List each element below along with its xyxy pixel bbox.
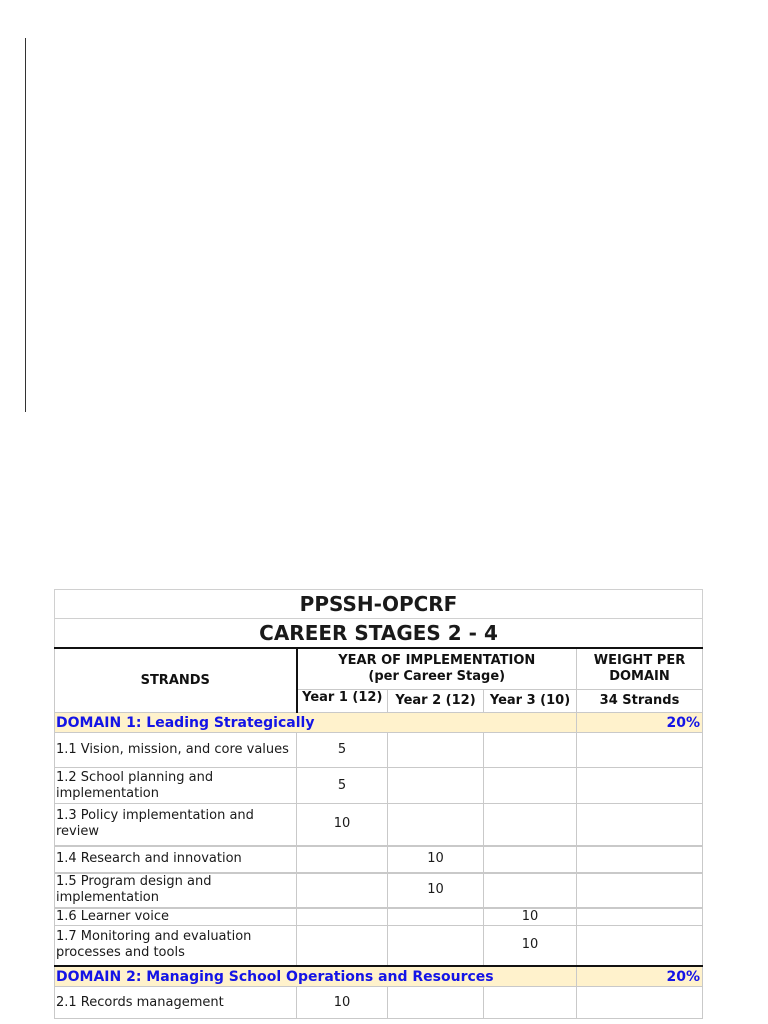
weight-cell [577,908,703,926]
year-header-line2: (per Career Stage) [368,669,506,684]
weight-per-domain-header [577,648,703,690]
year3-cell [484,987,577,1019]
year2-cell [388,768,484,804]
year3-cell: 10 [484,925,577,966]
strand-cell: 1.5 Program design and implementation [55,873,297,908]
weight-header-line2: DOMAIN [609,669,670,684]
table-row [55,768,703,804]
table-row [55,846,703,873]
table-row [55,873,703,908]
strand-cell: 1.2 School planning and implementation [55,768,297,804]
strand-cell: 1.4 Research and innovation [55,846,297,873]
year2-cell [388,733,484,768]
domain-2-weight: 20% [577,966,703,987]
year1-cell [297,908,388,926]
strands-header-label: STRANDS [140,672,210,688]
table-row [55,908,703,926]
table-row [55,804,703,846]
weight-cell [577,846,703,873]
year1-cell: 5 [297,733,388,768]
year3-cell [484,846,577,873]
document-subtitle: CAREER STAGES 2 - 4 [55,619,703,649]
year1-cell: 10 [297,987,388,1019]
year2-cell [388,908,484,926]
year2-cell [388,925,484,966]
weight-cell [577,925,703,966]
weight-cell [577,733,703,768]
year2-cell: 10 [388,873,484,908]
table-row [55,925,703,966]
strand-cell: 2.1 Records management [55,987,297,1019]
opcrf-sheet [54,589,702,1019]
year1-cell [297,925,388,966]
year3-cell [484,733,577,768]
year3-cell [484,804,577,846]
year1-cell [297,846,388,873]
opcrf-table [54,589,703,1019]
left-margin-line [25,38,26,412]
year2-cell [388,804,484,846]
year3-cell [484,768,577,804]
domain-1-weight: 20% [577,713,703,733]
year2-cell: 10 [388,846,484,873]
year-header-line1: YEAR OF IMPLEMENTATION [338,653,536,668]
weight-cell [577,768,703,804]
strand-cell: 1.1 Vision, mission, and core values [55,733,297,768]
weight-cell [577,873,703,908]
year1-header-label: Year 1 (12) [302,691,383,705]
table-row [55,733,703,768]
year3-cell [484,873,577,908]
year3-header: Year 3 (10) [484,690,577,713]
document-title: PPSSH-OPCRF [55,590,703,619]
table-row [55,987,703,1019]
year-of-implementation-header [297,648,577,690]
year2-header: Year 2 (12) [388,690,484,713]
domain-2-label: DOMAIN 2: Managing School Operations and Resources [55,966,577,987]
weight-cell [577,987,703,1019]
year1-cell: 5 [297,768,388,804]
domain-1-label: DOMAIN 1: Leading Strategically [55,713,577,733]
year1-cell: 10 [297,804,388,846]
strands-header [55,648,297,713]
year2-cell [388,987,484,1019]
strand-cell: 1.7 Monitoring and evaluation processes and tools [55,925,297,966]
year1-header [297,690,388,713]
strand-count-header: 34 Strands [577,690,703,713]
strand-cell: 1.6 Learner voice [55,908,297,926]
weight-header-line1: WEIGHT PER [593,653,686,668]
weight-cell [577,804,703,846]
strand-cell: 1.3 Policy implementation and review [55,804,297,846]
year1-cell [297,873,388,908]
year3-cell: 10 [484,908,577,926]
